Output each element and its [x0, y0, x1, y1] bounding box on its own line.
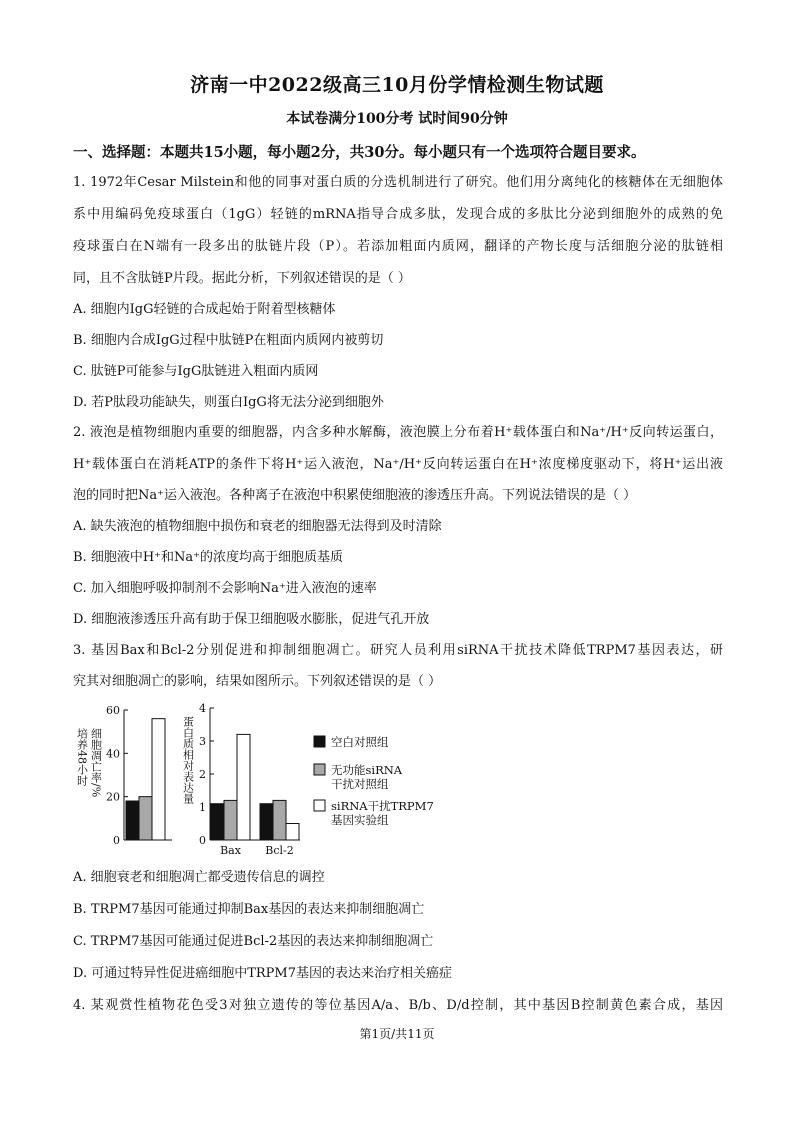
- chart1-tick-label: 60: [106, 704, 120, 717]
- legend-swatch: [314, 764, 325, 775]
- legend-label: 空白对照组: [331, 735, 389, 749]
- legend-swatch: [314, 736, 325, 747]
- q2-option-d: D. 细胞液渗透压升高有助于保卫细胞吸水膨胀，促进气孔开放: [73, 612, 430, 627]
- chart2-bar: [211, 804, 224, 840]
- chart1-tick-label: 20: [106, 790, 120, 804]
- q3-option-c: C. TRPM7基因可能通过促进Bcl-2基因的表达来抑制细胞凋亡: [73, 934, 434, 949]
- q1-line-1: 1. 1972年Cesar Milstein和他的同事对蛋白质的分选机制进行了研究。他们用分离纯化的核糖体在无细胞体: [73, 175, 723, 190]
- chart1-bar: [152, 719, 165, 840]
- chart2-bar: [237, 734, 250, 840]
- q2-option-a: A. 缺失液泡的植物细胞中损伤和衰老的细胞器无法得到及时清除: [73, 519, 442, 534]
- q3-line-1: 3. 基因Bax和Bcl-2分别促进和抑制细胞凋亡。研究人员利用siRNA干扰技术降低TRPM7基因表达，研: [73, 643, 723, 658]
- chart1-bar: [139, 797, 152, 840]
- chart2-bar: [286, 824, 299, 841]
- chart1-tick-label: 0: [113, 834, 120, 847]
- section-heading: 一、选择题：本题共15小题，每小题2分，共30分。每小题只有一个选项符合题目要求。: [73, 144, 646, 161]
- q3-option-a: A. 细胞衰老和细胞凋亡都受遗传信息的调控: [73, 870, 325, 885]
- q1-line-4: 同，且不含肽链P片段。据此分析，下列叙述错误的是（ ）: [73, 271, 411, 286]
- q2-line-1: 2. 液泡是植物细胞内重要的细胞器，内含多种水解酶，液泡膜上分布着H⁺载体蛋白和Na⁺/H⁺反向转运蛋白，: [73, 425, 723, 440]
- q4-line-1: 4. 某观赏性植物花色受3对独立遗传的等位基因A/a、B/b、D/d控制，其中基因B控制黄色素合成，基因: [73, 998, 723, 1013]
- apoptosis-figure: [68, 700, 468, 860]
- legend-swatch: [314, 800, 325, 811]
- chart1-ylabel-part: 细胞凋亡率/%: [89, 728, 103, 798]
- q2-option-c: C. 加入细胞呼吸抑制剂不会影响Na⁺进入液泡的速率: [73, 581, 377, 596]
- chart2-tick-label: 3: [199, 735, 206, 748]
- q3-option-b: B. TRPM7基因可能通过抑制Bax基因的表达来抑制细胞凋亡: [73, 902, 425, 917]
- chart2-ylabel: 蛋白质相对表达量: [181, 716, 195, 804]
- chart2-bar: [273, 800, 286, 840]
- chart2-category-label: Bax: [220, 844, 241, 857]
- chart1-tick-label: 40: [106, 747, 120, 761]
- chart2-tick-label: 0: [199, 834, 206, 847]
- exam-title: 济南一中2022级高三10月份学情检测生物试题: [190, 74, 604, 96]
- q3-option-d: D. 可通过特异性促进癌细胞中TRPM7基因的表达来治疗相关癌症: [73, 966, 453, 981]
- legend-label: siRNA干扰TRPM7: [331, 799, 434, 813]
- q1-option-c: C. 肽链P可能参与IgG肽链进入粗面内质网: [73, 364, 319, 379]
- chart2-tick-label: 4: [199, 702, 206, 715]
- chart2-tick-label: 2: [199, 768, 206, 781]
- legend-label: 无功能siRNA: [331, 763, 403, 777]
- q2-line-3: 泡的同时把Na⁺运入液泡。各种离子在液泡中积累使细胞液的渗透压升高。下列说法错误的是（ ）: [73, 488, 637, 503]
- q3-line-2: 究其对细胞凋亡的影响，结果如图所示。下列叙述错误的是（ ）: [73, 674, 442, 689]
- legend-label-line2: 基因实验组: [331, 813, 389, 827]
- q1-option-b: B. 细胞内合成IgG过程中肽链P在粗面内质网内被剪切: [73, 333, 384, 348]
- q2-line-2: H⁺载体蛋白在消耗ATP的条件下将H⁺运入液泡，Na⁺/H⁺反向转运蛋白在H⁺浓度梯度驱动下，将H⁺运出液: [73, 457, 723, 472]
- q1-option-a: A. 细胞内IgG轻链的合成起始于附着型核糖体: [73, 302, 336, 317]
- chart2-bar: [224, 800, 237, 840]
- chart1-bar: [126, 801, 139, 840]
- chart1-ylabel-part: 培养48小时: [75, 728, 89, 786]
- q1-option-d: D. 若P肽段功能缺失，则蛋白IgG将无法分泌到细胞外: [73, 395, 384, 410]
- legend-label-line2: 干扰对照组: [331, 777, 389, 791]
- q1-line-3: 疫球蛋白在N端有一段多出的肽链片段（P）。若添加粗面内质网，翻译的产物长度与活细胞分泌的肽链相: [73, 239, 723, 254]
- chart2-tick-label: 1: [199, 801, 206, 814]
- chart2-category-label: Bcl-2: [265, 844, 294, 857]
- q2-option-b: B. 细胞液中H⁺和Na⁺的浓度均高于细胞质基质: [73, 550, 344, 565]
- chart2-bar: [260, 804, 273, 840]
- q1-line-2: 系中用编码免疫球蛋白（1gG）轻链的mRNA指导合成多肽，发现合成的多肽比分泌到细胞外的成熟的免: [73, 207, 723, 222]
- page-footer: 第1页/共11页: [359, 1027, 435, 1041]
- exam-subtitle: 本试卷满分100分考 试时间90分钟: [286, 111, 508, 127]
